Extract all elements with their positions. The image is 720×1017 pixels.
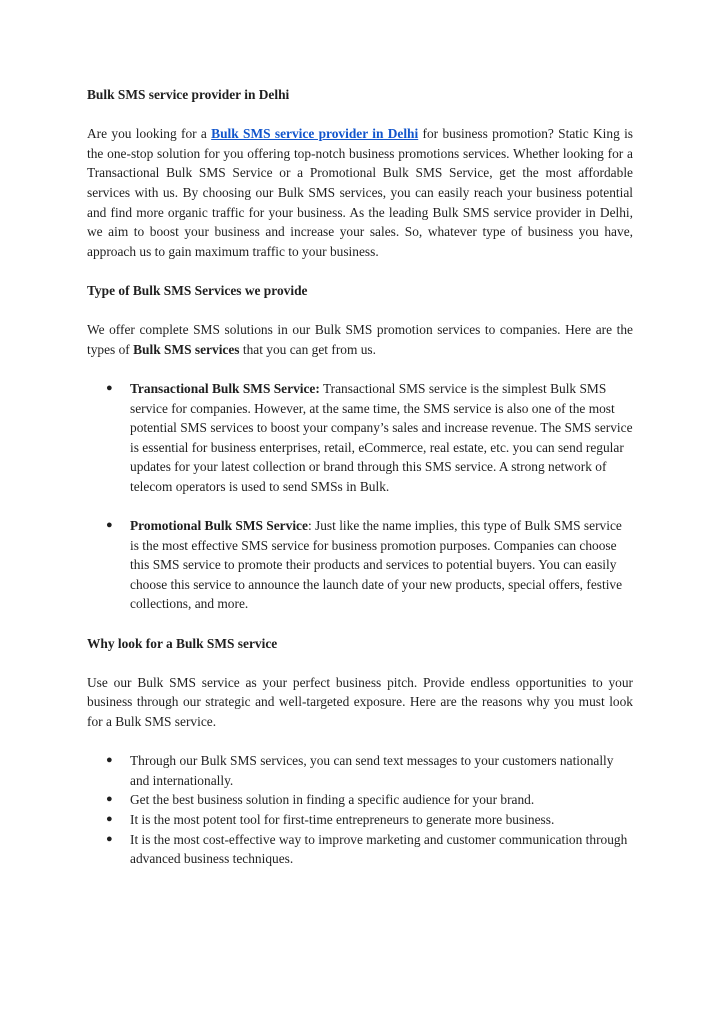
- intro-text-end: for business promotion? Static King is the one-stop solution for you offering top-notch business promotions services. Whether looking for a Transactional Bulk SMS Service or a Promotional Bulk SMS Service, get the most affordable services with us. By choosing our Bulk SMS services, you can easily reach your business potential and find more organic traffic for your business. As the leading Bulk SMS service provider in Delhi, we aim to boost your business and increase your sales. So, whatever type of business you have, approach us to gain maximum traffic to your business.: [87, 126, 633, 259]
- service-item-promotional: [87, 516, 633, 614]
- reason-item: [87, 810, 633, 830]
- types-intro-start: We offer complete SMS solutions in our Bulk SMS promotion services to companies. Here are the types of: [87, 322, 633, 357]
- types-intro-bold: Bulk SMS services: [133, 341, 240, 357]
- reasons-list: [87, 751, 633, 869]
- intro-paragraph: [87, 124, 633, 261]
- reason-item: [87, 751, 633, 790]
- reason-text: Through our Bulk SMS services, you can send text messages to your customers nationally and internationally.: [130, 753, 614, 788]
- reason-text: It is the most cost-effective way to improve marketing and customer communication through advanced business techniques.: [130, 831, 628, 867]
- reason-text: It is the most potent tool for first-time entrepreneurs to generate more business.: [130, 811, 555, 827]
- bullet-icon: ●: [106, 793, 113, 806]
- service-description: Transactional SMS service is the simplest Bulk SMS service for companies. However, at the same time, the SMS service is also one of the most potential SMS services to boost your company’s sales and increase revenue. The SMS service is essential for business enterprises, retail, eCommerce, real estate, etc. you can send regular updates for your latest collection or brand through this SMS service. A strong network of telecom operators is used to send SMSs in Bulk.: [130, 380, 633, 494]
- service-description: : Just like the name implies, this type of Bulk SMS service is the most effective SMS service for business promotion purposes. Companies can choose this SMS service to promote their products and services to potential buyers. You can easily choose this service to announce the launch date of your new products, special offers, festive collections, and more.: [130, 518, 623, 612]
- reason-item: [87, 830, 633, 869]
- bulk-sms-provider-link[interactable]: Bulk SMS service provider in Delhi: [211, 126, 419, 142]
- service-item-transactional: [87, 379, 633, 497]
- reason-item: [87, 790, 633, 810]
- why-intro-paragraph: Use our Bulk SMS service as your perfect business pitch. Provide endless opportunities to your business through our strategic and well-targeted exposure. Here are the reasons why you must look for a Bulk SMS service.: [87, 674, 633, 729]
- document-page: [87, 85, 633, 888]
- types-heading: Type of Bulk SMS Services we provide: [87, 282, 308, 298]
- types-intro-paragraph: [87, 320, 633, 359]
- intro-text-start: Are you looking for a: [87, 126, 212, 142]
- document-title: Bulk SMS service provider in Delhi: [87, 87, 290, 102]
- why-heading: Why look for a Bulk SMS service: [87, 635, 278, 651]
- reason-text: Get the best business solution in finding a specific audience for your brand.: [130, 792, 535, 808]
- service-name: Promotional Bulk SMS Service: [130, 518, 308, 534]
- types-intro-end: that you can get from us.: [239, 341, 376, 357]
- bullet-icon: ●: [106, 519, 113, 532]
- bullet-icon: ●: [106, 754, 113, 767]
- bullet-icon: ●: [106, 381, 113, 394]
- bullet-icon: ●: [106, 812, 113, 825]
- service-name: Transactional Bulk SMS Service:: [130, 380, 320, 396]
- bullet-icon: ●: [106, 832, 113, 845]
- services-list: [87, 379, 633, 614]
